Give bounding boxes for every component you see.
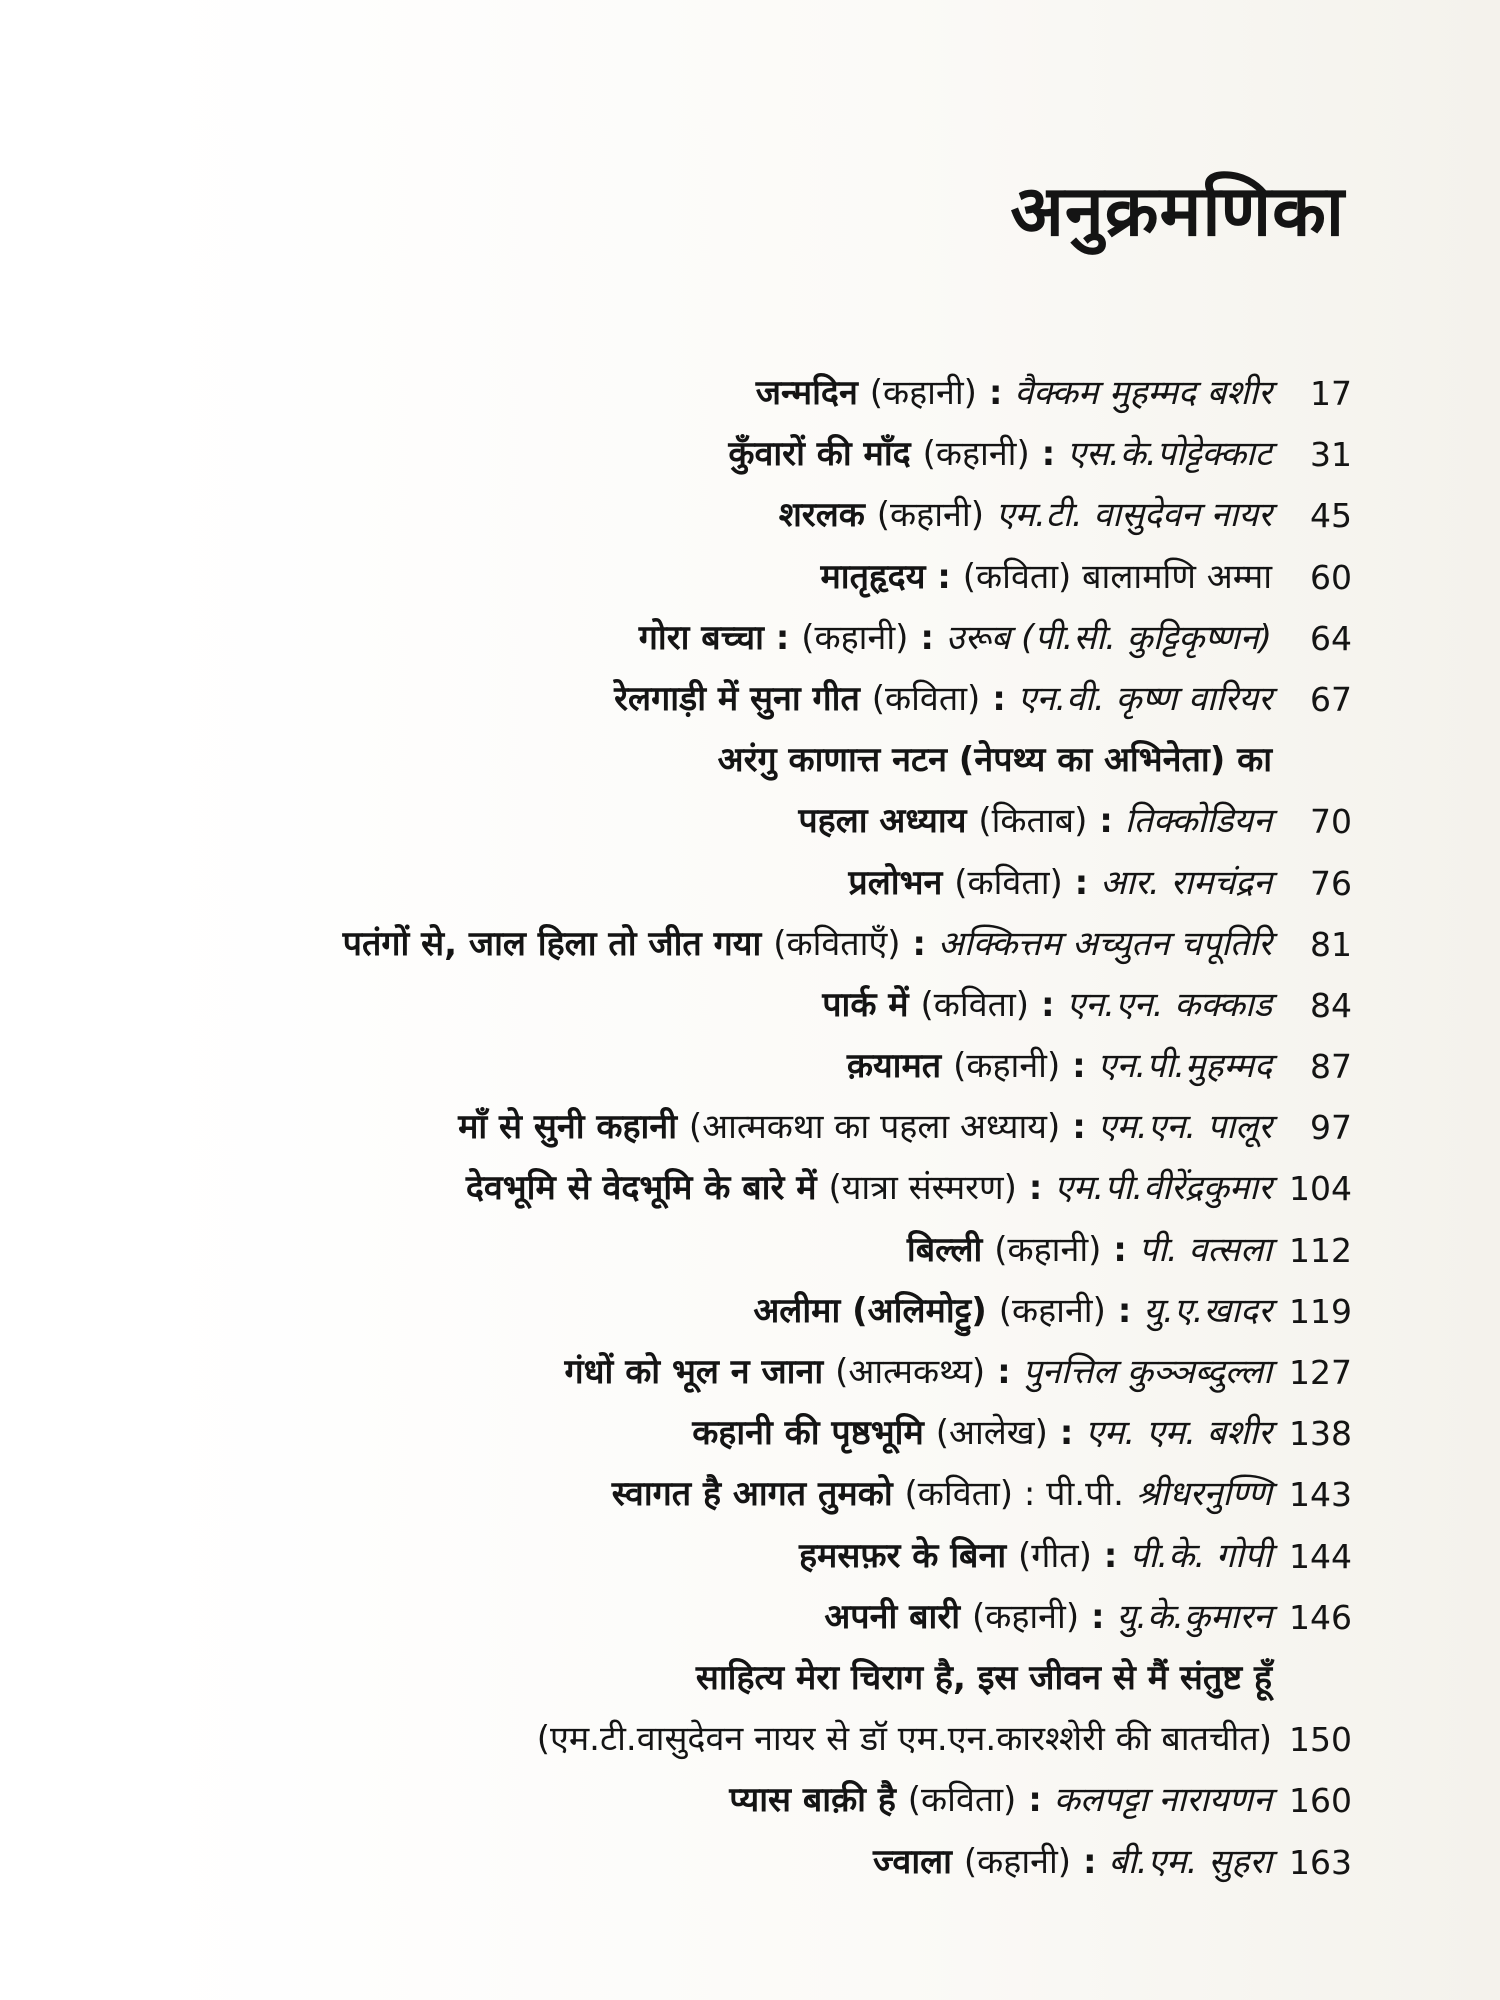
entry-page-number: 70: [1310, 802, 1352, 842]
entry-separator: :: [1117, 1290, 1132, 1331]
toc-entry: [120, 1036, 1352, 1097]
entry-title: रेलगाड़ी में सुना गीत: [614, 678, 860, 719]
entry-title: पहला अध्याय: [798, 801, 967, 842]
entry-title: कहानी की पृष्ठभूमि: [692, 1413, 924, 1454]
toc-entry-text: [848, 853, 1272, 914]
toc-entry: [120, 730, 1352, 791]
entry-genre: (किताब): [978, 801, 1088, 842]
toc-entry-text: [696, 1648, 1272, 1709]
toc-entry-text: [873, 1832, 1272, 1893]
toc-entry: [120, 853, 1352, 914]
toc-entry-text: [537, 1709, 1272, 1770]
entry-page-number: 150: [1289, 1720, 1352, 1760]
toc-entry-text: [614, 669, 1272, 730]
entry-author: एन.एन. कक्काड: [1066, 984, 1272, 1025]
entry-genre: (कविताएँ): [773, 923, 901, 964]
entry-separator: :: [997, 1352, 1011, 1392]
toc-entry-text: [612, 1464, 1272, 1525]
entry-page-number: 45: [1310, 496, 1352, 536]
entry-page-number: 112: [1289, 1230, 1352, 1270]
entry-author: एम.पी.वीरेंद्रकुमार: [1054, 1168, 1272, 1209]
entry-separator: :: [1103, 1535, 1118, 1576]
entry-page-number: 138: [1289, 1414, 1352, 1454]
entry-separator: :: [1072, 1107, 1086, 1148]
toc-entry-text: [728, 424, 1272, 485]
entry-page-number: 97: [1310, 1108, 1352, 1148]
toc-entry: [120, 424, 1352, 485]
entry-title: अरंगु काणात्त नटन (नेपथ्य का अभिनेता) का: [717, 740, 1272, 781]
entry-author: तिक्कोडियन: [1124, 801, 1272, 842]
toc-entry: [120, 1648, 1352, 1709]
entry-author: एस.के.पोट्टेक्काट: [1067, 434, 1272, 475]
entry-page-number: 144: [1289, 1536, 1352, 1576]
entry-author: उरूब (पी.सी. कुट्टिकृष्णन): [945, 617, 1272, 658]
entry-separator: :: [1072, 1046, 1086, 1087]
entry-separator: :: [912, 923, 927, 964]
entry-separator: :: [1113, 1229, 1127, 1270]
entry-page-number: 31: [1310, 435, 1352, 475]
entry-author: आर. रामचंद्रन: [1100, 862, 1272, 903]
entry-separator: :: [1041, 434, 1056, 475]
toc-entry: [120, 1709, 1352, 1770]
toc-entry: [120, 1770, 1352, 1831]
entry-separator: :: [988, 373, 1003, 413]
entry-page-number: 60: [1310, 557, 1352, 597]
entry-title: जन्मदिन: [755, 373, 858, 413]
entry-genre: (आलेख): [935, 1413, 1048, 1454]
entry-author: पुनत्तिल कुञ्ञब्दुल्ला: [1022, 1352, 1272, 1392]
toc-entry: [120, 1342, 1352, 1403]
toc-entry-text: [907, 1220, 1272, 1281]
entry-page-number: 163: [1289, 1842, 1352, 1882]
entry-genre: (कहानी): [876, 495, 984, 536]
entry-author: यु.के.कुमारन: [1116, 1596, 1272, 1637]
entry-page-number: 104: [1289, 1169, 1352, 1209]
entry-page-number: 146: [1289, 1597, 1352, 1637]
toc-entry-text: [798, 791, 1272, 852]
entry-author: एम. एम. बशीर: [1085, 1413, 1272, 1454]
table-of-contents: [120, 363, 1352, 1893]
page-title: अनुक्रमणिका: [1010, 170, 1345, 252]
toc-entry: [120, 1464, 1352, 1525]
entry-separator: :: [1028, 1780, 1042, 1821]
entry-genre: (कविता) बालामणि अम्मा: [962, 556, 1272, 597]
toc-entry: [120, 608, 1352, 669]
entry-title: गोरा बच्चा :: [638, 617, 790, 658]
entry-genre: (आत्मकथा का पहला अध्याय): [688, 1107, 1061, 1148]
toc-entry-text: [820, 547, 1272, 608]
entry-title: हमसफ़र के बिना: [798, 1535, 1007, 1576]
entry-page-number: 87: [1310, 1047, 1352, 1087]
entry-genre: (एम.टी.वासुदेवन नायर से डॉ एम.एन.कारश्शेरी की बातचीत): [536, 1719, 1272, 1760]
entry-separator: :: [1099, 801, 1113, 842]
entry-title: प्यास बाक़ी है: [729, 1780, 896, 1821]
entry-author: एन.पी.मुहम्मद: [1097, 1046, 1272, 1087]
toc-entry: [120, 1097, 1352, 1158]
entry-genre: (आत्मकथ्य): [835, 1352, 986, 1392]
entry-author: बी.एम. सुहरा: [1108, 1841, 1272, 1882]
entry-genre: (गीत): [1018, 1535, 1092, 1576]
entry-genre: (यात्रा संस्मरण): [828, 1168, 1017, 1209]
toc-entry: [120, 547, 1352, 608]
toc-entry: [120, 485, 1352, 546]
toc-entry: [120, 1158, 1352, 1219]
entry-title: स्वागत है आगत तुमको: [611, 1474, 893, 1515]
entry-page-number: 119: [1289, 1291, 1352, 1331]
toc-entry-text: [824, 1587, 1272, 1648]
entry-page-number: 84: [1310, 985, 1352, 1025]
entry-title: माँ से सुनी कहानी: [458, 1107, 678, 1148]
entry-genre: (कहानी): [953, 1046, 1061, 1087]
toc-entry-text: [565, 1342, 1273, 1403]
entry-title: कुँवारों की माँद: [728, 434, 911, 475]
entry-genre: (कहानी): [801, 617, 909, 658]
toc-entry: [120, 1587, 1352, 1648]
toc-entry-text: [729, 1770, 1272, 1831]
toc-entry: [120, 791, 1352, 852]
entry-author: पी. वत्सला: [1138, 1229, 1272, 1270]
entry-genre: (कहानी): [994, 1229, 1102, 1270]
entry-separator: :: [1091, 1596, 1105, 1637]
entry-genre: (कविता): [920, 984, 1030, 1025]
toc-entry: [120, 1526, 1352, 1587]
entry-title: ज्वाला: [872, 1841, 952, 1882]
entry-title: पतंगों से, जाल हिला तो जीत गया: [342, 923, 762, 964]
entry-separator: :: [1059, 1413, 1074, 1454]
entry-title: गंधों को भूल न जाना: [564, 1352, 824, 1392]
toc-entry-text: [822, 975, 1272, 1036]
entry-author: एम.टी. वासुदेवन नायर: [995, 495, 1272, 536]
entry-title: बिल्ली: [906, 1229, 983, 1270]
toc-entry: [120, 975, 1352, 1036]
entry-title: अपनी बारी: [824, 1596, 961, 1637]
toc-entry-text: [799, 1526, 1272, 1587]
entry-genre: (कविता) : पी.पी.: [904, 1474, 1124, 1515]
toc-entry: [120, 1281, 1352, 1342]
entry-genre: (कविता): [907, 1780, 1017, 1821]
entry-genre: (कहानी): [998, 1290, 1106, 1331]
toc-entry: [120, 914, 1352, 975]
entry-page-number: 67: [1310, 679, 1352, 719]
entry-title: साहित्य मेरा चिराग है, इस जीवन से मैं संतुष्ट हूँ: [695, 1657, 1272, 1698]
toc-entry-text: [466, 1158, 1272, 1219]
entry-genre: (कविता): [871, 678, 981, 719]
toc-entry-text: [343, 914, 1272, 975]
entry-genre: (कविता): [954, 862, 1063, 903]
entry-page-number: 76: [1310, 863, 1352, 903]
entry-separator: :: [1082, 1841, 1097, 1882]
entry-title: प्रलोभन: [848, 862, 943, 903]
entry-page-number: 143: [1289, 1475, 1352, 1515]
entry-title: मातृहृदय :: [820, 556, 951, 597]
toc-entry-text: [847, 1036, 1272, 1097]
entry-genre: (कहानी): [971, 1596, 1080, 1637]
entry-page-number: 127: [1289, 1353, 1352, 1392]
entry-separator: :: [1074, 862, 1089, 903]
entry-title: पार्क में: [822, 984, 909, 1025]
entry-title: अलीमा (अलिमोट्टु): [753, 1290, 987, 1331]
entry-page-number: 17: [1310, 374, 1352, 413]
entry-author: वैक्कम मुहम्मद बशीर: [1014, 373, 1272, 413]
toc-entry-text: [639, 608, 1272, 669]
entry-title: शरलक: [778, 495, 865, 536]
toc-entry: [120, 1832, 1352, 1893]
entry-title: देवभूमि से वेदभूमि के बारे में: [465, 1168, 817, 1209]
toc-entry: [120, 363, 1352, 424]
toc-entry-text: [753, 1281, 1272, 1342]
entry-author: पी.के. गोपी: [1129, 1535, 1272, 1576]
entry-separator: :: [920, 617, 934, 658]
entry-author: श्रीधरनुण्णि: [1135, 1474, 1272, 1515]
entry-author: यु.ए.खादर: [1143, 1290, 1272, 1331]
toc-entry-text: [692, 1403, 1272, 1464]
entry-page-number: 64: [1310, 618, 1352, 658]
entry-author: एन.वी. कृष्ण वारियर: [1017, 678, 1272, 719]
toc-entry: [120, 1220, 1352, 1281]
toc-entry-text: [756, 363, 1272, 424]
entry-separator: :: [992, 678, 1006, 719]
entry-author: एम.एन. पालूर: [1097, 1107, 1272, 1148]
entry-page-number: 81: [1310, 924, 1352, 964]
entry-author: कलपट्टा नारायणन: [1053, 1780, 1272, 1821]
toc-entry-text: [779, 485, 1272, 546]
entry-separator: :: [1040, 984, 1055, 1025]
toc-entry: [120, 1403, 1352, 1464]
toc-entry: [120, 669, 1352, 730]
entry-title: क़यामत: [846, 1046, 942, 1087]
toc-entry-text: [458, 1097, 1272, 1158]
entry-genre: (कहानी): [963, 1841, 1072, 1882]
entry-page-number: 160: [1289, 1781, 1352, 1821]
entry-genre: (कहानी): [922, 434, 1030, 475]
entry-author: अक्कित्तम अच्युतन चपूतिरि: [937, 923, 1272, 964]
entry-separator: :: [1028, 1168, 1043, 1209]
toc-entry-text: [718, 730, 1272, 791]
entry-genre: (कहानी): [869, 373, 977, 413]
